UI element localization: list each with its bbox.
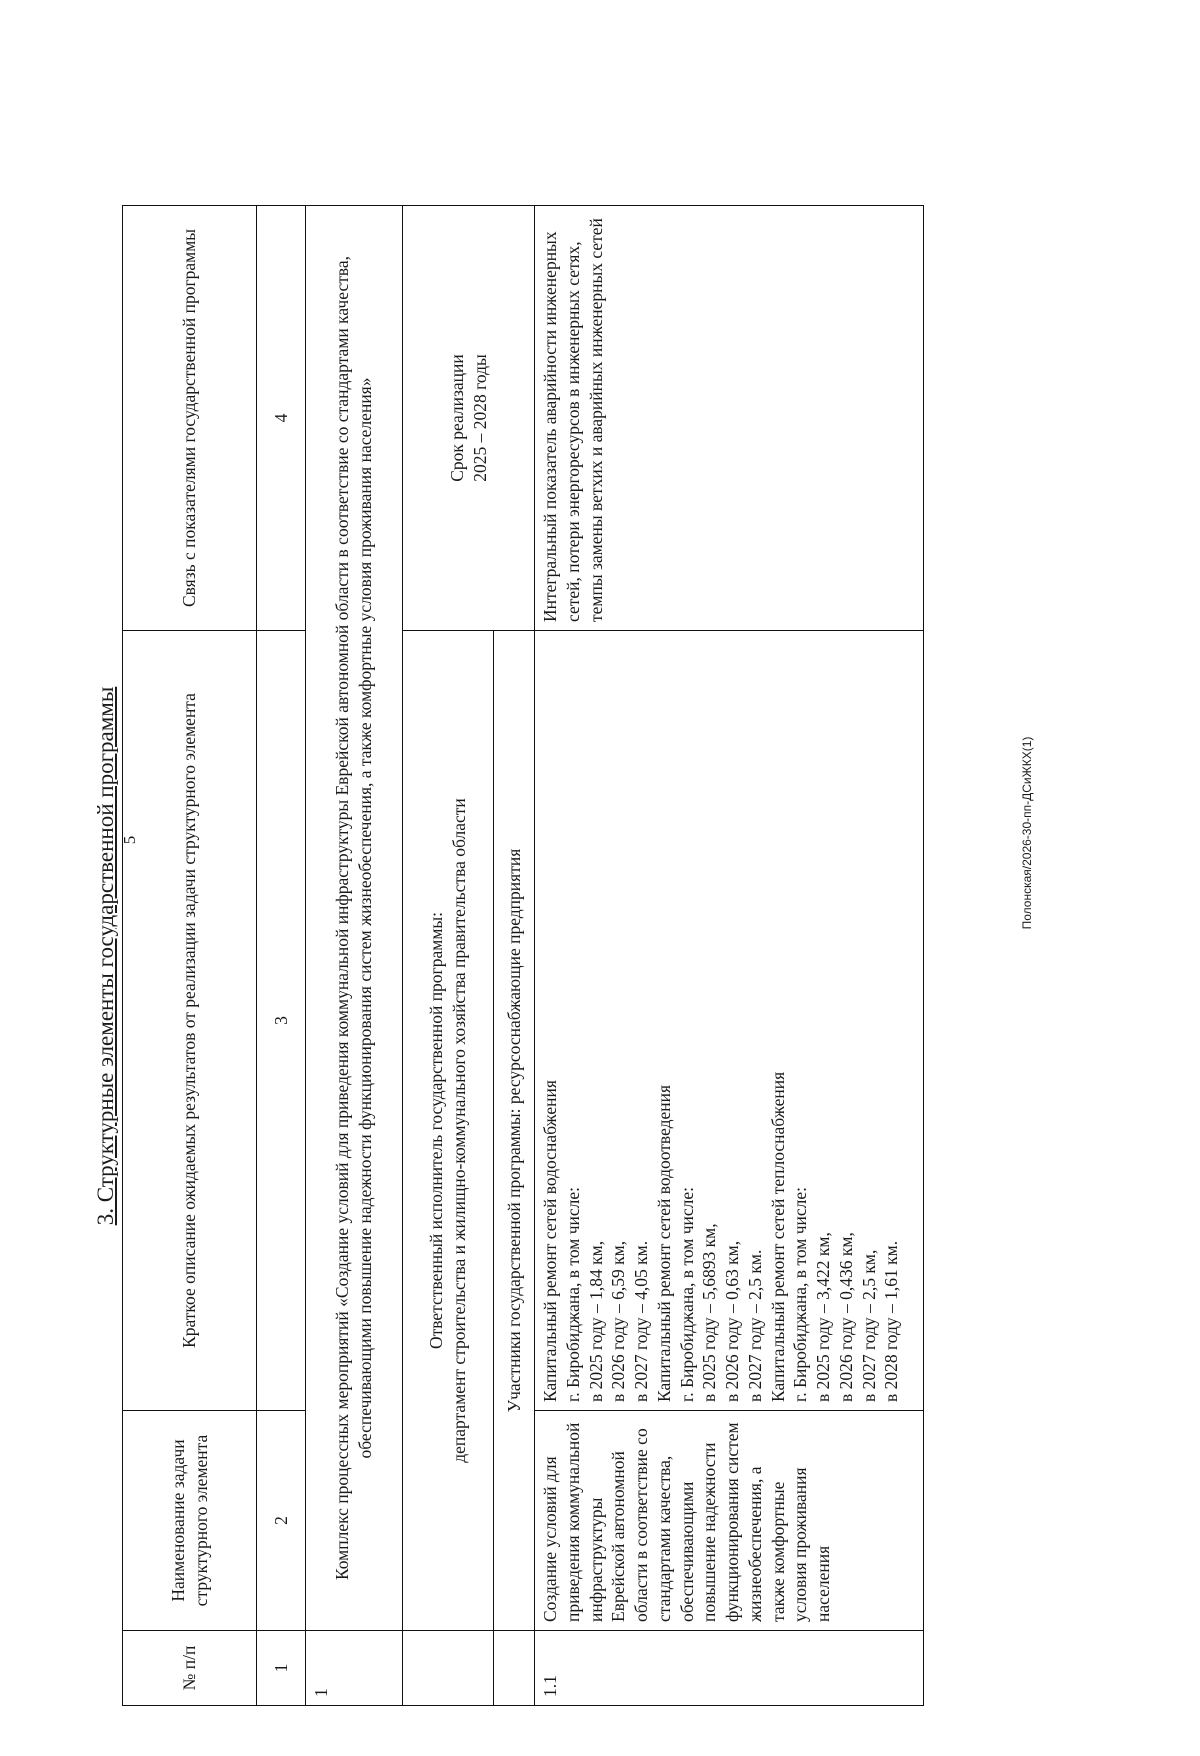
footer-code: Полонская/2026-30-пп-ДСиЖКХ(1) [1020,736,1034,930]
column-number-row [257,206,306,1706]
term-value: 2025 – 2028 годы [469,354,490,482]
table-header-row [123,206,257,1706]
column-number: 4 [257,206,306,631]
block-line: в 2025 году – 5,6893 км, [699,1223,720,1402]
rotated-page-content [90,156,910,1756]
complex-num: 1 [306,1631,403,1706]
block-line: в 2026 году – 0,63 км, [722,1240,742,1402]
row-link: Интегральный показатель аварийности инженерных сетей, потери энергоресурсов в инженерных сетях, темпы замены ветхих и аварийных инженерных сетей [535,206,924,631]
block-title: Капитальный ремонт сетей водоотведения [653,1084,674,1402]
column-number: 2 [257,1411,306,1631]
block-line: г. Биробиджана, в том числе: [562,1187,583,1402]
complex-title: Комплекс процессных мероприятий «Создание условий для приведения коммунальной инфраструктуры Еврейской автономной области в соответствие со стандартами качества, обеспечивающими повышение надежности функционирования систем жизнеобеспечения, а также комфортные условия проживания населения» [306,206,403,1631]
structural-elements-table [122,205,924,1706]
term-cell [403,206,535,631]
responsible-label: Ответственный исполнитель государственной программы: [426,911,447,1350]
block-line: г. Биробиджана, в том числе: [790,1187,811,1402]
row-description [535,631,924,1411]
complex-row [306,206,403,1706]
table-row [535,206,924,1706]
responsible-value: департамент строительства и жилищно-коммунального хозяйства правительства области [449,798,469,1463]
block-line: в 2028 году – 1,61 км. [881,1240,902,1402]
header-name: Наименование задачи структурного элемента [123,1411,257,1631]
participants: Участники государственной программы: ресурсоснабжающие предприятия [494,631,535,1631]
row-num: 1.1 [535,1631,924,1706]
responsible-row [403,206,494,1706]
header-num: № п/п [123,1631,257,1706]
block-line: в 2026 году – 6,59 км, [608,1240,629,1402]
page-number: 5 [120,835,139,845]
block-line: в 2027 году – 2,5 км, [858,1249,879,1402]
header-description: Краткое описание ожидаемых результатов от реализации задачи структурного элемента [123,631,257,1411]
term-label: Срок реализации [446,354,467,482]
block-title: Капитальный ремонт сетей теплоснабжения [767,1071,788,1402]
block-line: в 2027 году – 2,5 км. [744,1249,765,1402]
section-title: 3. Структурные элементы государственной программы [93,686,118,1226]
column-number: 1 [257,1631,306,1706]
block-line: в 2025 году – 1,84 км, [585,1240,606,1402]
block-line: в 2026 году – 0,436 км, [835,1232,856,1402]
header-link: Связь с показателями государственной программы [123,206,257,631]
block-line: в 2025 году – 3,422 км, [813,1232,833,1402]
block-line: г. Биробиджана, в том числе: [676,1187,697,1402]
block-line: в 2027 году – 4,05 км. [631,1240,651,1402]
row-name: Создание условий для приведения коммунальной инфраструктуры Еврейской автономной области в соответствие со стандартами качества, обеспечивающими повышение надежности функционирования систем жизнеобеспечения, а также комфортные условия проживания населения [535,1411,924,1631]
column-number: 3 [257,631,306,1411]
responsible-cell [403,631,494,1631]
block-title: Капитальный ремонт сетей водоснабжения [540,1080,560,1402]
